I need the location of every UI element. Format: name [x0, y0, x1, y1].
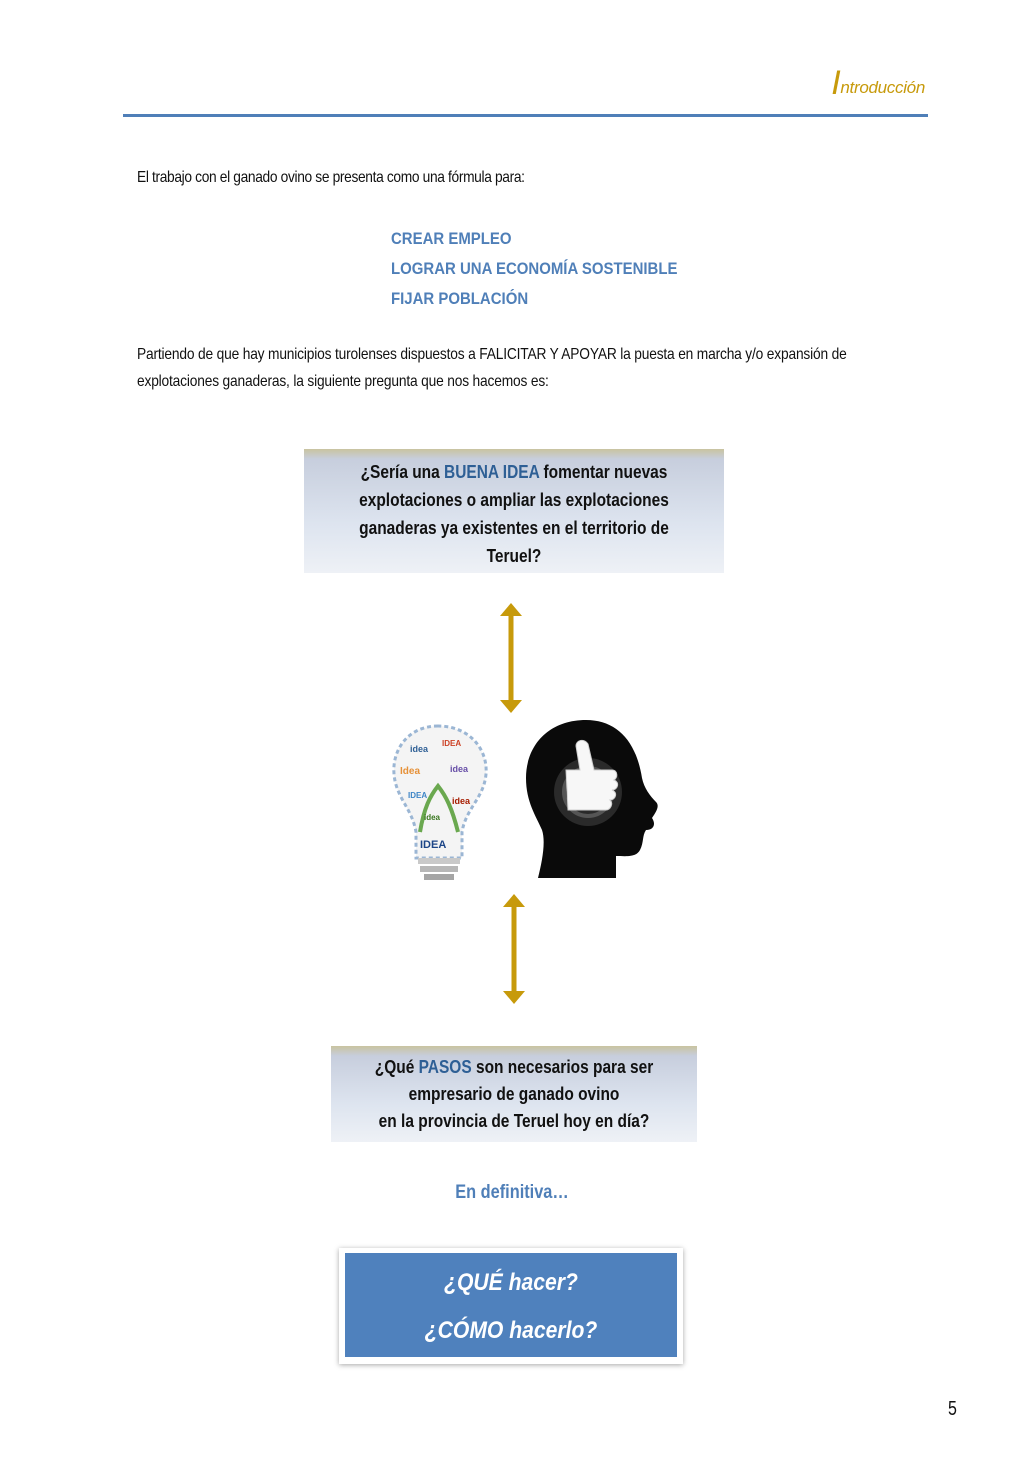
svg-text:Idea: Idea: [400, 766, 421, 777]
conclusion-label: [0, 1182, 1024, 1204]
intro-paragraph: [137, 341, 911, 395]
svg-text:idea: idea: [450, 764, 469, 774]
goal-item: LOGRAR UNA ECONOMÍA SOSTENIBLE: [391, 259, 678, 278]
question-line: Teruel?: [486, 546, 542, 566]
svg-text:IDEA: IDEA: [420, 839, 447, 851]
svg-text:idea: idea: [410, 744, 429, 754]
idea-illustration: [380, 712, 680, 888]
lightbulb-word-cloud-icon: [394, 726, 486, 880]
intro-paragraph-line: explotaciones ganaderas, la siguiente pregunta que nos hacemos es:: [137, 373, 549, 390]
final-question-box: [345, 1253, 677, 1357]
intro-paragraph-line: Partiendo de que hay municipios turolenses dispuestos a FALICITAR Y APOYAR la puesta en marcha y/o expansión de: [137, 346, 847, 363]
svg-text:IDEA: IDEA: [442, 739, 462, 748]
question-text: fomentar nuevas: [539, 462, 668, 482]
double-arrow-icon: [497, 893, 531, 1005]
head-thumbs-up-icon: [526, 720, 658, 878]
question-box-idea: [304, 449, 724, 573]
question-box-steps: [331, 1046, 697, 1142]
goal-item: CREAR EMPLEO: [391, 229, 512, 248]
question-text: ¿Sería una: [360, 462, 445, 482]
final-question-how: ¿CÓMO hacerlo?: [424, 1317, 598, 1344]
svg-text:IDEA: IDEA: [408, 791, 428, 800]
svg-text:idea: idea: [424, 813, 441, 822]
question-highlight: BUENA IDEA: [444, 462, 540, 482]
section-title-initial: I: [831, 64, 841, 102]
question-text: ¿Qué: [374, 1057, 419, 1077]
question-line: explotaciones o ampliar las explotaciones: [359, 490, 669, 510]
question-line: ganaderas ya existentes en el territorio de: [359, 518, 669, 538]
goal-item: FIJAR POBLACIÓN: [391, 289, 529, 308]
lead-sentence: El trabajo con el ganado ovino se presenta como una fórmula para:: [137, 169, 525, 186]
goals-list: [391, 226, 717, 316]
question-text: son necesarios para ser: [471, 1057, 654, 1077]
conclusion-text: En definitiva…: [455, 1182, 569, 1203]
question-line: en la provincia de Teruel hoy en día?: [378, 1111, 650, 1131]
double-arrow-icon: [494, 602, 528, 714]
final-question-what: ¿QUÉ hacer?: [444, 1269, 578, 1296]
svg-text:idea: idea: [452, 796, 471, 806]
question-highlight: PASOS: [418, 1057, 472, 1077]
page-number: 5: [948, 1398, 957, 1420]
section-title: [831, 66, 925, 100]
section-title-rest: ntroducción: [840, 78, 925, 97]
question-line: empresario de ganado ovino: [408, 1084, 620, 1104]
header-rule: [123, 114, 928, 117]
